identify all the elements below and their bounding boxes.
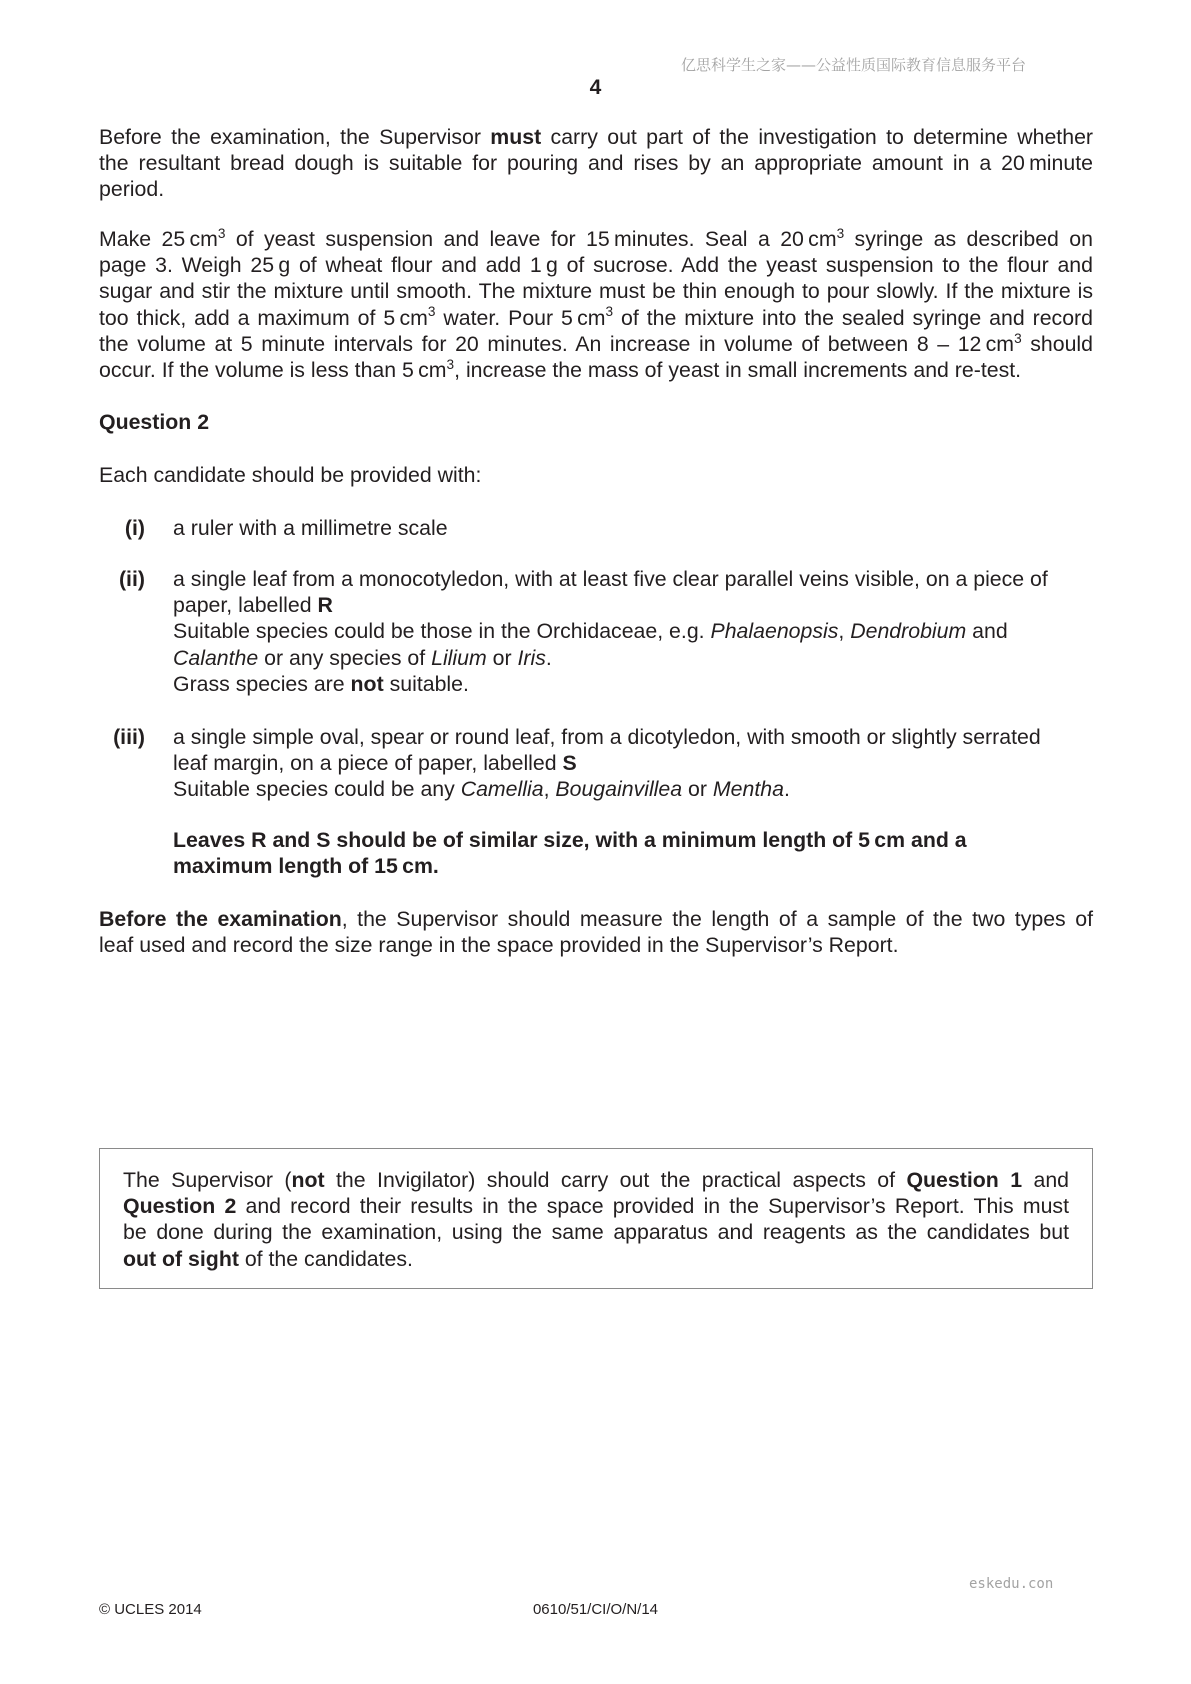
footer-copyright: © UCLES 2014 [99, 1601, 202, 1618]
text-run: . [783, 777, 790, 802]
text-run: too thick, add a maximum of 5 cm [99, 305, 428, 330]
measurement-note [99, 906, 1093, 958]
item-line [173, 776, 1093, 802]
text-run: Before the examination, the Supervisor [99, 125, 491, 149]
text-run: syringe as described on [844, 227, 1093, 251]
supervisor-pre-check-paragraph [99, 124, 1093, 203]
text-run: the volume at 5 minute intervals for 20 minutes. An increase in volume of between 8 – 12 cm [99, 331, 1015, 356]
species-name: Mentha [712, 777, 784, 802]
item-line: a ruler with a millimetre scale [173, 516, 448, 540]
text-run: leaf margin, on a piece of paper, labelled [173, 751, 563, 776]
text-run: Suitable species could be those in the Orchidaceae, e.g. [173, 619, 711, 644]
paragraph-line [99, 357, 1093, 383]
note-line: Leaves R and S should be of similar size, with a minimum length of 5 cm and a [173, 828, 967, 852]
species-name: Camellia [460, 777, 544, 802]
item-line [173, 750, 1093, 776]
cubic-superscript: 3 [446, 356, 455, 372]
header-watermark: 亿思科学生之家——公益性质国际教育信息服务平台 [681, 56, 1027, 74]
text-run: Make 25 cm [99, 227, 218, 251]
provision-item-ii [173, 566, 1093, 697]
text-run: paper, labelled [173, 593, 318, 618]
text-run: of the mixture into the sealed syringe and record [613, 305, 1093, 330]
cubic-superscript: 3 [836, 225, 845, 241]
item-line [173, 592, 1093, 618]
item-line [173, 671, 1093, 697]
item-label-ii: (ii) [118, 567, 145, 591]
text-run: , [838, 619, 851, 644]
item-line: a single simple oval, spear or round leaf, from a dicotyledon, with smooth or slightly serrated [173, 725, 1041, 749]
item-line [173, 645, 1093, 671]
notice-line [123, 1246, 1069, 1272]
footer-paper-code: 0610/51/CI/O/N/14 [532, 1601, 659, 1618]
cubic-superscript: 3 [1014, 330, 1022, 346]
text-run: and record their results in the space provided in the Supervisor’s Report. This must [236, 1194, 1069, 1219]
supervisor-notice-box [99, 1148, 1093, 1289]
page-number: 4 [589, 76, 602, 99]
note-line: maximum length of 15 cm. [173, 854, 439, 879]
text-run: , increase the mass of yeast in small increments and re-test. [454, 357, 1022, 382]
cubic-superscript: 3 [427, 304, 436, 320]
text-run: The Supervisor ( [123, 1168, 292, 1192]
item-line [173, 618, 1093, 644]
paragraph-line: page 3. Weigh 25 g of wheat flour and add 1 g of sucrose. Add the yeast suspension to the flour and [99, 253, 1093, 278]
text-run: or [682, 777, 713, 802]
paragraph-line: the resultant bread dough is suitable for pouring and rises by an appropriate amount in a 20 minute [99, 151, 1093, 176]
item-label-i: (i) [124, 516, 145, 540]
emphasis-question-1: Question 1 [906, 1168, 1023, 1192]
paragraph-line [99, 906, 1093, 932]
notice-line [123, 1167, 1069, 1193]
emphasis-question-2: Question 2 [123, 1194, 237, 1219]
text-run: suitable. [383, 671, 469, 696]
text-run: the Invigilator) should carry out the practical aspects of [324, 1168, 907, 1192]
text-run: or any species of [258, 645, 432, 670]
text-run: , [543, 777, 556, 802]
text-run: carry out part of the investigation to determine whether [541, 125, 1094, 149]
paragraph-line: leaf used and record the size range in the space provided in the Supervisor’s Report. [99, 933, 899, 958]
text-run: water. Pour 5 cm [435, 305, 606, 330]
species-name: Lilium [431, 645, 487, 670]
paragraph-line [99, 331, 1093, 357]
footer-watermark: eskedu.con [969, 1576, 1054, 1592]
species-name: Iris [517, 645, 546, 670]
cubic-superscript: 3 [605, 304, 614, 320]
paragraph-line: sugar and stir the mixture until smooth. The mixture must be thin enough to pour slowly. If the mixture is [99, 279, 1093, 304]
provision-item-iii [173, 724, 1093, 803]
notice-line: be done during the examination, using the same apparatus and reagents as the candidates but [123, 1220, 1069, 1245]
item-line: a single leaf from a monocotyledon, with at least five clear parallel veins visible, on a piece of [173, 567, 1048, 591]
cubic-superscript: 3 [217, 225, 226, 241]
text-run: . [545, 645, 552, 670]
species-name: Dendrobium [850, 619, 967, 644]
emphasis-must: must [490, 125, 542, 149]
paragraph-line: period. [99, 177, 165, 202]
text-run: of the candidates. [238, 1246, 413, 1271]
emphasis-before-exam: Before the examination [99, 907, 342, 931]
paragraph-line [99, 226, 1093, 252]
text-run: or [486, 645, 518, 670]
provision-item-i [173, 515, 1093, 541]
species-name: Phalaenopsis [710, 619, 839, 644]
emphasis-out-of-sight: out of sight [123, 1246, 239, 1271]
dough-method-paragraph [99, 226, 1093, 383]
text-run: and [1022, 1168, 1070, 1192]
notice-line [123, 1193, 1069, 1219]
leaf-label-s: S [562, 751, 577, 776]
provisions-intro: Each candidate should be provided with: [99, 463, 482, 487]
species-name: Bougainvillea [555, 777, 683, 802]
question-2-heading: Question 2 [99, 410, 210, 434]
emphasis-not: not [350, 671, 384, 696]
leaf-label-r: R [317, 593, 333, 618]
paragraph-line [99, 305, 1093, 331]
emphasis-not: not [291, 1168, 325, 1192]
text-run: should [1021, 331, 1093, 356]
text-run: and [966, 619, 1008, 644]
paragraph-line [99, 124, 1093, 150]
species-name: Calanthe [173, 645, 259, 670]
text-run: Grass species are [173, 671, 351, 696]
text-run: Suitable species could be any [173, 777, 461, 802]
item-label-iii: (iii) [113, 725, 145, 749]
text-run: , the Supervisor should measure the length of a sample of the two types of [341, 907, 1093, 931]
text-run: of yeast suspension and leave for 15 minutes. Seal a 20 cm [225, 227, 837, 251]
text-run: occur. If the volume is less than 5 cm [99, 357, 447, 382]
leaf-size-note [173, 827, 1093, 879]
